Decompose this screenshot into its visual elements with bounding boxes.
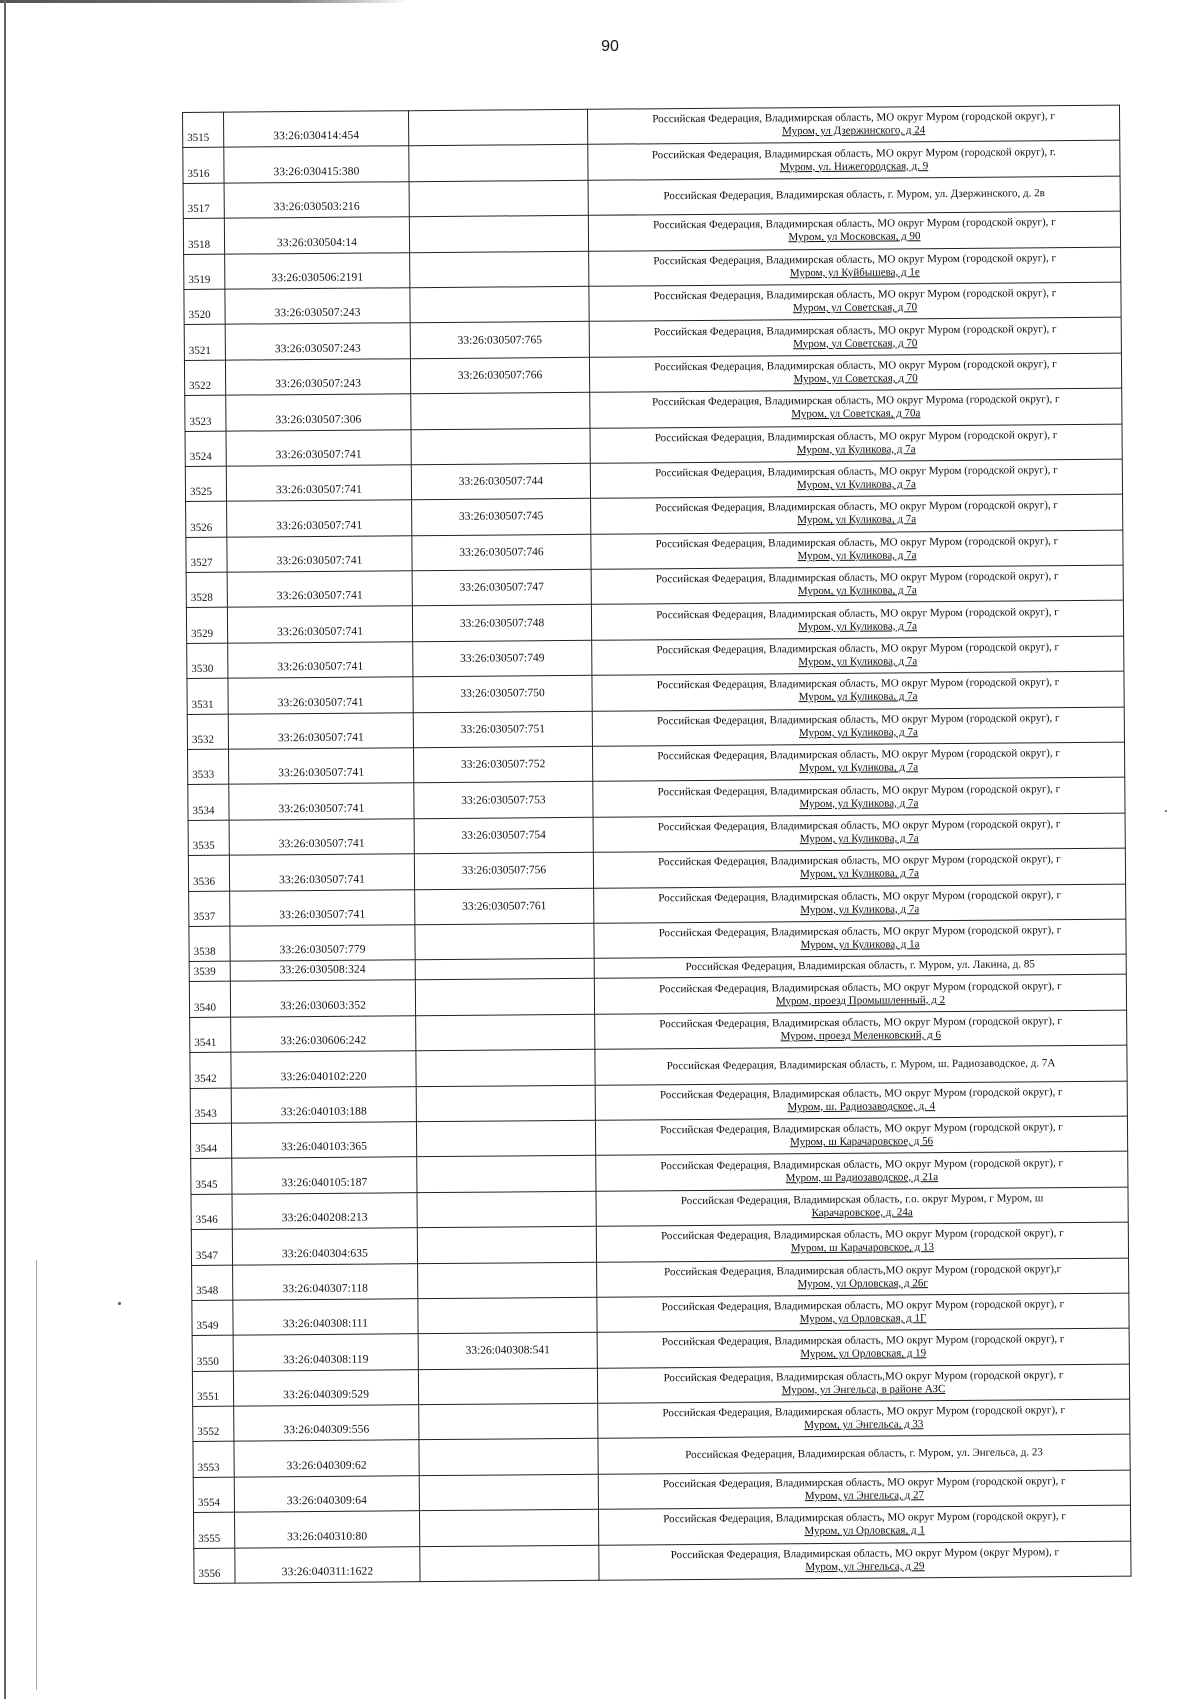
cadastral-number: 33:26:030415:380 xyxy=(224,146,409,183)
address-line-2: Муром, ул Энгельса, в районе АЗС xyxy=(781,1382,946,1397)
sub-cadastral-number xyxy=(416,1049,595,1086)
address-line-1: Российская Федерация, Владимирская область, МО округ Муром (городской округ), г xyxy=(653,216,1056,232)
sub-cadastral-number xyxy=(411,428,590,465)
row-number: 3518 xyxy=(183,218,224,254)
address-cell xyxy=(592,671,1124,711)
address-cell xyxy=(596,1222,1128,1262)
sub-cadastral-number xyxy=(416,1014,595,1051)
address-line-2: Муром, ул Куликова, д 7а xyxy=(799,832,919,846)
row-number: 3544 xyxy=(190,1123,231,1159)
scan-edge-left-secondary xyxy=(36,1260,37,1690)
sub-cadastral-number: 33:26:030507:746 xyxy=(412,534,591,571)
address-line-2: Муром, ул Куликова, д 7а xyxy=(796,478,916,492)
row-number: 3515 xyxy=(183,112,224,148)
sub-cadastral-number xyxy=(417,1156,596,1193)
address-cell xyxy=(591,601,1123,641)
address-cell xyxy=(588,141,1120,181)
address-line-1: Российская Федерация, Владимирская область, МО округ Муром (городской округ), г xyxy=(663,1510,1066,1526)
address-cell xyxy=(594,919,1126,959)
address-line-1: Российская Федерация, Владимирская область, МО округ Муром (городской округ), г xyxy=(657,747,1060,763)
address-line-2: Муром, ул Советская, д 70 xyxy=(793,336,918,350)
row-number: 3548 xyxy=(192,1265,233,1301)
address-line-2: Муром, ул Куликова, д 7а xyxy=(798,655,918,669)
sub-cadastral-number: 33:26:040308:541 xyxy=(418,1333,597,1370)
cadastral-number: 33:26:030507:741 xyxy=(228,712,413,749)
row-number: 3545 xyxy=(191,1158,232,1194)
cadastral-number: 33:26:040308:111 xyxy=(233,1299,418,1336)
address-cell xyxy=(595,1081,1127,1121)
address-cell xyxy=(588,176,1120,216)
address-line-1: Российская Федерация, Владимирская область, МО округ Муром (городской округ), г xyxy=(657,782,1061,798)
cadastral-number: 33:26:040309:62 xyxy=(234,1440,419,1477)
address-line-2: Муром, проезд Промышленный, д 2 xyxy=(775,993,946,1007)
address-cell xyxy=(594,884,1126,924)
row-number: 3536 xyxy=(188,855,229,891)
address-line-1: Российская Федерация, Владимирская область, МО округ Муром (городской округ), г xyxy=(660,1121,1063,1137)
row-number: 3527 xyxy=(186,537,227,573)
scan-edge-top xyxy=(0,0,410,3)
sub-cadastral-number xyxy=(418,1297,597,1334)
address-line-1: Российская Федерация, Владимирская область, МО округ Муром (городской округ), г xyxy=(661,1227,1064,1243)
row-number: 3532 xyxy=(187,714,228,750)
address-line-1: Российская Федерация, Владимирская область, г. Муром, ш. Радиозаводское, д. 7А xyxy=(666,1057,1056,1073)
address-line-2: Муром, ул Куликова, д 7а xyxy=(798,726,918,740)
address-line-1: Российская Федерация, Владимирская область, МО округ Муром (городской округ), г xyxy=(654,428,1058,444)
row-number: 3519 xyxy=(184,254,225,290)
address-line-1: Российская Федерация, Владимирская область, МО округ Муром (городской округ), г xyxy=(654,358,1057,374)
address-line-1: Российская Федерация, Владимирская область, МО округ Муром (городской округ), г xyxy=(658,853,1061,869)
row-number: 3549 xyxy=(192,1300,233,1336)
sub-cadastral-number xyxy=(410,251,589,288)
row-number: 3535 xyxy=(188,820,229,856)
address-line-1: Российская Федерация, Владимирская область, МО округ Муром (городской округ), г xyxy=(652,110,1055,126)
address-line-2: Муром, ш. Радиозаводское, д. 4 xyxy=(787,1099,936,1114)
address-line-1: Российская Федерация, Владимирская область, МО округ Муром (городской округ), г xyxy=(656,605,1059,621)
address-cell xyxy=(589,282,1121,322)
sub-cadastral-number xyxy=(416,1120,595,1157)
cadastral-number: 33:26:030507:243 xyxy=(225,358,410,395)
table-row xyxy=(194,1541,1131,1584)
sub-cadastral-number xyxy=(418,1262,597,1299)
sub-cadastral-number: 33:26:030507:744 xyxy=(411,463,590,500)
address-line-1: Российская Федерация, Владимирская область, МО округ Муром (городской округ), г xyxy=(662,1404,1066,1420)
address-line-2: Муром, ул Куликова, д 7а xyxy=(797,549,917,563)
address-cell xyxy=(599,1541,1131,1581)
address-line-1: Российская Федерация, Владимирская область, МО округ Муром (городской округ), г xyxy=(655,464,1058,480)
sub-cadastral-number xyxy=(410,286,589,323)
address-line-1: Российская Федерация, Владимирская область, МО округ Муром (городской округ), г xyxy=(655,535,1059,551)
address-cell xyxy=(597,1258,1129,1298)
sub-cadastral-number xyxy=(409,145,588,182)
cadastral-number: 33:26:030507:741 xyxy=(229,783,414,820)
sub-cadastral-number xyxy=(415,923,594,960)
sub-cadastral-number: 33:26:030507:765 xyxy=(410,322,589,359)
address-line-1: Российская Федерация, Владимирская область, МО округ Муром (городской округ), г xyxy=(661,1298,1065,1314)
row-number: 3528 xyxy=(186,572,227,608)
address-line-1: Российская Федерация, Владимирская область, МО округ Муром (городской округ), г xyxy=(657,818,1061,834)
sub-cadastral-number xyxy=(419,1474,598,1511)
address-line-1: Российская Федерация, Владимирская область,МО округ Муром (городской округ), г xyxy=(663,1368,1064,1385)
address-cell xyxy=(596,1151,1128,1191)
address-line-2: Муром, ул Московская, д 90 xyxy=(788,230,921,244)
address-line-2: Муром, ул Куликова, д 7а xyxy=(798,690,918,704)
cadastral-number: 33:26:030603:352 xyxy=(230,980,415,1017)
row-number: 3537 xyxy=(189,891,230,927)
address-line-2: Муром, ул Советская, д 70 xyxy=(793,372,918,386)
address-line-2: Муром, ул Куликова, д 7а xyxy=(797,584,917,598)
address-line-2: Муром, ул Куликова, д 7а xyxy=(800,867,919,881)
cadastral-number: 33:26:040208:213 xyxy=(232,1192,417,1229)
row-number: 3529 xyxy=(186,608,227,644)
address-line-1: Российская Федерация, Владимирская область, МО округ Муром (городской округ), г xyxy=(653,251,1056,268)
row-number: 3533 xyxy=(188,749,229,785)
row-number: 3551 xyxy=(192,1371,233,1407)
row-number: 3553 xyxy=(193,1442,234,1478)
address-line-1: Российская Федерация, Владимирская область,МО округ Муром (городской округ),г xyxy=(664,1262,1062,1278)
address-line-1: Российская Федерация, Владимирская область, г. Муром, ул. Лакина, д. 85 xyxy=(685,958,1035,974)
address-cell xyxy=(591,565,1123,605)
address-line-1: Российская Федерация, Владимирская область, МО округ Муром (городской округ), г xyxy=(662,1475,1066,1491)
cadastral-number: 33:26:030606:242 xyxy=(231,1015,416,1052)
sub-cadastral-number xyxy=(416,1085,595,1122)
address-cell xyxy=(595,1045,1127,1085)
cadastral-number: 33:26:040105:187 xyxy=(232,1157,417,1194)
address-cell xyxy=(598,1470,1130,1510)
sub-cadastral-number xyxy=(411,392,590,429)
address-line-1: Российская Федерация, Владимирская область, МО округ Муром (городской округ), г xyxy=(653,322,1057,338)
sub-cadastral-number: 33:26:030507:747 xyxy=(412,569,591,606)
cadastral-number: 33:26:040309:529 xyxy=(233,1369,418,1406)
address-cell xyxy=(595,1116,1127,1156)
cadastral-number: 33:26:040311:1622 xyxy=(235,1546,420,1583)
address-cell xyxy=(597,1293,1129,1333)
sub-cadastral-number xyxy=(419,1510,598,1547)
address-line-2: Муром, ул Куликова, д 7а xyxy=(796,442,916,456)
row-number: 3525 xyxy=(185,466,226,502)
row-number: 3534 xyxy=(188,785,229,821)
address-line-1: Российская Федерация, Владимирская область, МО округ Мурома (городской округ), г xyxy=(652,393,1060,409)
registry-table-body xyxy=(183,105,1132,1583)
address-line-2: Муром, ул Куликова, д 7а xyxy=(800,903,920,916)
address-cell xyxy=(590,424,1122,464)
address-line-1: Российская Федерация, Владимирская область, МО округ Муром (городской округ), г xyxy=(659,1085,1063,1102)
cadastral-number: 33:26:040307:118 xyxy=(233,1263,418,1300)
sub-cadastral-number: 33:26:030507:745 xyxy=(412,499,591,536)
sub-cadastral-number: 33:26:030507:749 xyxy=(413,640,592,677)
row-number: 3542 xyxy=(190,1052,231,1088)
address-line-1: Российская Федерация, Владимирская область, МО округ Муром (городской округ), г xyxy=(655,499,1058,515)
sub-cadastral-number xyxy=(408,109,587,146)
cadastral-number: 33:26:030507:741 xyxy=(230,889,415,926)
address-line-2: Карачаровское, д. 24а xyxy=(811,1206,913,1219)
row-number: 3538 xyxy=(189,926,230,962)
cadastral-number: 33:26:030507:741 xyxy=(228,642,413,679)
row-number: 3555 xyxy=(194,1512,235,1548)
cadastral-number: 33:26:030507:741 xyxy=(227,606,412,643)
address-line-1: Российская Федерация, Владимирская область, МО округ Муром (городской округ), г xyxy=(655,570,1059,586)
row-number: 3530 xyxy=(187,643,228,679)
address-line-1: Российская Федерация, Владимирская область, г.о. округ Муром, г Муром, ш xyxy=(680,1192,1044,1208)
cadastral-number: 33:26:030506:2191 xyxy=(225,252,410,289)
address-cell xyxy=(590,459,1122,499)
scan-speck xyxy=(118,1302,121,1305)
address-cell xyxy=(592,636,1124,676)
sub-cadastral-number xyxy=(418,1368,597,1405)
address-line-1: Российская Федерация, Владимирская область, МО округ Муром (городской округ), г xyxy=(660,1156,1064,1172)
row-number: 3543 xyxy=(190,1088,231,1124)
cadastral-number: 33:26:030507:306 xyxy=(226,394,411,431)
sub-cadastral-number: 33:26:030507:753 xyxy=(414,782,593,819)
registry-table xyxy=(182,105,1132,1584)
sub-cadastral-number xyxy=(419,1403,598,1440)
address-line-1: Российская Федерация, Владимирская область, МО округ Муром (городской округ), г xyxy=(656,641,1060,657)
address-line-2: Муром, ул Куликова, д 7а xyxy=(799,796,919,810)
sub-cadastral-number: 33:26:030507:756 xyxy=(414,852,593,889)
address-cell xyxy=(598,1505,1130,1545)
cadastral-number: 33:26:030507:741 xyxy=(226,429,411,466)
address-line-1: Российская Федерация, Владимирская область, МО округ Муром (городской округ), г xyxy=(656,676,1060,692)
address-line-1: Российская Федерация, Владимирская область, г. Муром, ул. Дзержинского, д. 2в xyxy=(663,187,1045,203)
scan-edge-left xyxy=(4,0,6,1699)
address-line-2: Муром, ш Карачаровское, д 56 xyxy=(790,1135,934,1149)
sub-cadastral-number: 33:26:030507:751 xyxy=(413,711,592,748)
address-line-1: Российская Федерация, Владимирская область, МО округ Муром (городской округ), г xyxy=(659,979,1062,995)
address-line-1: Российская Федерация, Владимирская область, МО округ Муром (городской округ), г xyxy=(653,287,1057,303)
address-line-2: Муром, проезд Меленковский, д 6 xyxy=(780,1029,941,1043)
cadastral-number: 33:26:030503:216 xyxy=(224,182,409,219)
address-line-1: Российская Федерация, Владимирская область, МО округ Муром (городской округ), г xyxy=(659,1015,1062,1031)
sub-cadastral-number xyxy=(409,215,588,252)
cadastral-number: 33:26:030414:454 xyxy=(224,111,409,148)
row-number: 3522 xyxy=(184,360,225,396)
address-line-2: Муром, ул Энгельса, д 29 xyxy=(805,1560,925,1573)
address-line-1: Российская Федерация, Владимирская область, МО округ Муром (городской округ), г xyxy=(658,888,1061,905)
row-number: 3556 xyxy=(194,1548,235,1584)
row-number: 3517 xyxy=(183,183,224,219)
address-cell xyxy=(592,742,1124,782)
cadastral-number: 33:26:030507:741 xyxy=(226,465,411,502)
address-line-2: Муром, ул Дзержинского, д 24 xyxy=(782,124,926,138)
address-cell xyxy=(593,778,1125,818)
address-line-1: Российская Федерация, Владимирская область, МО округ Муром (городской округ), г xyxy=(656,711,1060,728)
row-number: 3516 xyxy=(183,148,224,184)
cadastral-number: 33:26:030507:243 xyxy=(225,323,410,360)
page-number: 90 xyxy=(601,38,619,55)
address-line-2: Муром, ул Орловская, д 1 xyxy=(804,1524,925,1538)
cadastral-number: 33:26:040103:365 xyxy=(231,1122,416,1159)
row-number: 3526 xyxy=(186,501,227,537)
address-cell xyxy=(597,1328,1129,1368)
address-line-2: Муром, ул Орловская, д 26г xyxy=(797,1276,928,1290)
address-line-2: Муром, ул Куликова, д 7а xyxy=(799,761,919,775)
address-line-2: Муром, ш Радиозаводское, д 21а xyxy=(785,1170,939,1184)
cadastral-number: 33:26:040310:80 xyxy=(234,1511,419,1548)
cadastral-number: 33:26:030507:741 xyxy=(229,819,414,856)
address-line-2: Муром, ул Энгельса, д 27 xyxy=(804,1489,925,1503)
address-line-2: Муром, ш Карачаровское, д 13 xyxy=(790,1241,935,1255)
sub-cadastral-number xyxy=(420,1545,599,1582)
sub-cadastral-number: 33:26:030507:752 xyxy=(414,746,593,783)
sub-cadastral-number xyxy=(415,959,594,980)
scan-speck xyxy=(1165,810,1167,812)
cadastral-number: 33:26:040304:635 xyxy=(232,1228,417,1265)
address-cell xyxy=(591,530,1123,570)
cadastral-number: 33:26:030507:741 xyxy=(229,748,414,785)
address-cell xyxy=(592,707,1124,747)
cadastral-number: 33:26:030507:741 xyxy=(227,500,412,537)
address-cell xyxy=(598,1435,1130,1475)
sub-cadastral-number: 33:26:030507:766 xyxy=(410,357,589,394)
address-cell xyxy=(596,1187,1128,1227)
cadastral-number: 33:26:030507:741 xyxy=(228,677,413,714)
address-cell xyxy=(589,317,1121,357)
row-number: 3552 xyxy=(193,1406,234,1442)
row-number: 3520 xyxy=(184,289,225,325)
sub-cadastral-number xyxy=(409,180,588,217)
address-line-2: Муром, ул. Нижегородская, д. 9 xyxy=(779,159,929,173)
cadastral-number: 33:26:030508:324 xyxy=(230,960,415,981)
address-line-2: Муром, ул Куликова, д 7а xyxy=(798,619,918,633)
row-number: 3546 xyxy=(191,1194,232,1230)
sub-cadastral-number xyxy=(417,1191,596,1228)
row-number: 3550 xyxy=(192,1335,233,1371)
row-number: 3541 xyxy=(190,1017,231,1053)
address-cell xyxy=(587,105,1119,145)
address-line-2: Муром, ул Советская, д 70а xyxy=(791,407,921,421)
address-line-1: Российская Федерация, Владимирская область, МО округ Муром (округ Муром), г xyxy=(670,1545,1059,1562)
cadastral-number: 33:26:040308:119 xyxy=(233,1334,418,1371)
address-cell xyxy=(597,1364,1129,1404)
address-line-2: Муром, ул Куликова, д 7а xyxy=(797,513,917,527)
address-line-2: Муром, ул Куйбышева, д 1е xyxy=(789,265,920,279)
address-line-2: Муром, ул Орловская, д 19 xyxy=(800,1347,927,1361)
cadastral-number: 33:26:030507:779 xyxy=(230,925,415,962)
cadastral-number: 33:26:030507:741 xyxy=(227,535,412,572)
sub-cadastral-number xyxy=(415,979,594,1016)
cadastral-number: 33:26:040309:556 xyxy=(234,1405,419,1442)
sub-cadastral-number: 33:26:030507:754 xyxy=(414,817,593,854)
sub-cadastral-number: 33:26:030507:748 xyxy=(412,605,591,642)
address-line-2: Муром, ул Орловская, д 1Г xyxy=(799,1312,927,1326)
row-number: 3531 xyxy=(187,678,228,714)
cadastral-number: 33:26:040103:188 xyxy=(231,1086,416,1123)
cadastral-number: 33:26:030504:14 xyxy=(224,217,409,254)
address-line-1: Российская Федерация, Владимирская область, МО округ Муром (городской округ), г xyxy=(661,1333,1065,1349)
sub-cadastral-number xyxy=(417,1226,596,1263)
cadastral-number: 33:26:030507:741 xyxy=(229,854,414,891)
cadastral-number: 33:26:040309:64 xyxy=(234,1476,419,1513)
address-line-2: Муром, ул Энгельса, д 33 xyxy=(804,1418,924,1432)
address-cell xyxy=(591,494,1123,534)
address-line-1: Российская Федерация, Владимирская область, МО округ Муром (городской округ), г xyxy=(658,924,1062,940)
row-number: 3547 xyxy=(191,1229,232,1265)
address-line-2: Муром, ул Советская, д 70 xyxy=(792,301,918,315)
row-number: 3521 xyxy=(184,325,225,361)
row-number: 3540 xyxy=(189,982,230,1018)
address-cell xyxy=(589,247,1121,287)
address-cell xyxy=(593,848,1125,888)
address-cell xyxy=(589,353,1121,393)
address-cell xyxy=(593,813,1125,853)
address-line-1: Российская Федерация, Владимирская область, МО округ Муром (городской округ), г. xyxy=(651,145,1056,161)
address-cell xyxy=(595,1010,1127,1050)
cadastral-number: 33:26:040102:220 xyxy=(231,1051,416,1088)
sub-cadastral-number: 33:26:030507:750 xyxy=(413,676,592,713)
address-cell xyxy=(588,211,1120,251)
row-number: 3524 xyxy=(185,431,226,467)
address-line-1: Российская Федерация, Владимирская область, г. Муром, ул. Энгельса, д. 23 xyxy=(685,1446,1043,1462)
row-number: 3554 xyxy=(193,1477,234,1513)
row-number: 3539 xyxy=(189,962,230,982)
sub-cadastral-number: 33:26:030507:761 xyxy=(415,888,594,925)
address-cell xyxy=(590,388,1122,428)
address-line-2: Муром, ул Куликова, д 1а xyxy=(800,938,920,952)
cadastral-number: 33:26:030507:243 xyxy=(225,288,410,325)
row-number: 3523 xyxy=(185,395,226,431)
address-cell xyxy=(598,1399,1130,1439)
address-cell xyxy=(594,974,1126,1014)
cadastral-number: 33:26:030507:741 xyxy=(227,571,412,608)
sub-cadastral-number xyxy=(419,1439,598,1476)
